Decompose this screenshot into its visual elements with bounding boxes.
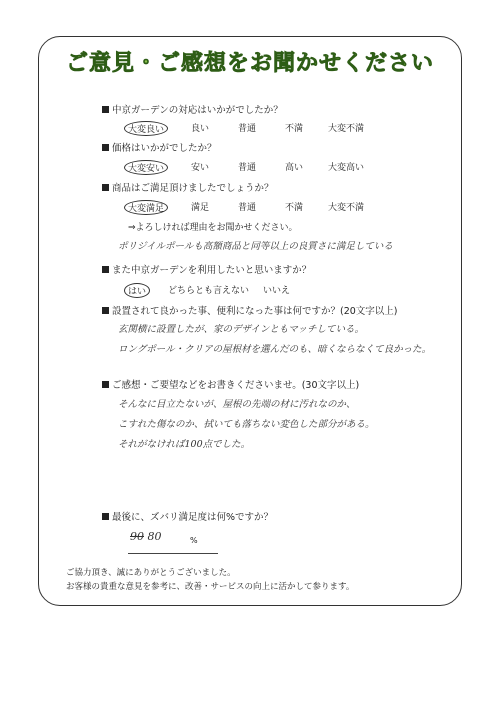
square-bullet-icon bbox=[102, 307, 109, 314]
option-very-unsatisfied[interactable]: 大変不満 bbox=[328, 124, 365, 134]
comments-answer-line[interactable]: こすれた傷なのか、拭いても落ちない変色した部分がある。 bbox=[118, 419, 375, 430]
option-very-expensive[interactable]: 大変高い bbox=[328, 163, 365, 173]
question-comments: ご感想・ご要望などをお書きくださいませ。(30文字以上) bbox=[102, 377, 359, 391]
square-bullet-icon bbox=[102, 381, 109, 388]
benefits-answer-line[interactable]: 玄関横に設置したが、家のデザインともマッチしている。 bbox=[118, 324, 364, 335]
option-unsatisfied[interactable]: 不満 bbox=[285, 124, 304, 134]
question-service: 中京ガーデンの対応はいかがでしたか？ bbox=[102, 102, 283, 116]
page-title: ご意見・ご感想をお聞かせください bbox=[65, 51, 434, 76]
question-product: 商品はご満足頂けましたでしょうか？ bbox=[102, 180, 274, 194]
satisfaction-value[interactable] bbox=[130, 530, 162, 543]
option-no[interactable]: いいえ bbox=[263, 286, 291, 296]
option-good[interactable]: 良い bbox=[191, 124, 210, 134]
square-bullet-icon bbox=[102, 513, 109, 520]
option-yes[interactable]: はい bbox=[124, 283, 150, 298]
option-normal[interactable]: 普通 bbox=[238, 203, 257, 213]
option-unsatisfied[interactable]: 不満 bbox=[285, 203, 304, 213]
option-satisfied[interactable]: 満足 bbox=[191, 203, 210, 213]
option-cheap[interactable]: 安い bbox=[191, 163, 210, 173]
satisfaction-struck-value: 90 bbox=[130, 530, 144, 543]
option-normal[interactable]: 普通 bbox=[238, 124, 257, 134]
square-bullet-icon bbox=[102, 144, 109, 151]
option-very-satisfied[interactable]: 大変満足 bbox=[124, 200, 168, 215]
option-neither[interactable]: どちらとも言えない bbox=[168, 286, 250, 296]
option-normal[interactable]: 普通 bbox=[238, 163, 257, 173]
option-very-unsatisfied[interactable]: 大変不満 bbox=[328, 203, 365, 213]
option-very-cheap[interactable]: 大変安い bbox=[124, 160, 168, 175]
question-satisfaction: 最後に、ズバリ満足度は何%ですか？ bbox=[102, 509, 273, 523]
square-bullet-icon bbox=[102, 184, 109, 191]
satisfaction-final-value: 80 bbox=[147, 530, 162, 543]
option-very-good[interactable]: 大変良い bbox=[124, 121, 168, 136]
question-price: 価格はいかがでしたか？ bbox=[102, 140, 217, 154]
percent-sign: % bbox=[190, 536, 198, 545]
comments-answer-line[interactable]: そんなに目立たないが、屋根の先端の材に汚れなのか、 bbox=[118, 399, 356, 410]
option-expensive[interactable]: 高い bbox=[285, 163, 304, 173]
reason-answer[interactable]: ポリジイルポールも高額商品と同等以上の良質さに満足している bbox=[118, 241, 393, 252]
reason-prompt: ⇒よろしければ理由をお聞かせください。 bbox=[128, 223, 298, 233]
question-reuse: また中京ガーデンを利用したいと思いますか？ bbox=[102, 262, 311, 276]
footer-thanks: ご協力頂き、誠にありがとうございました。 bbox=[66, 568, 236, 578]
comments-answer-line[interactable]: それがなければ100点でした。 bbox=[118, 439, 251, 450]
footer-message: お客様の貴重な意見を参考に、改善・サービスの向上に活かして参ります。 bbox=[66, 582, 355, 592]
benefits-answer-line[interactable]: ロングポール・クリアの屋根材を選んだのも、暗くならなくて良かった。 bbox=[118, 344, 432, 355]
square-bullet-icon bbox=[102, 266, 109, 273]
square-bullet-icon bbox=[102, 106, 109, 113]
question-benefits: 設置されて良かった事、便利になった事は何ですか？(20文字以上) bbox=[102, 303, 398, 317]
